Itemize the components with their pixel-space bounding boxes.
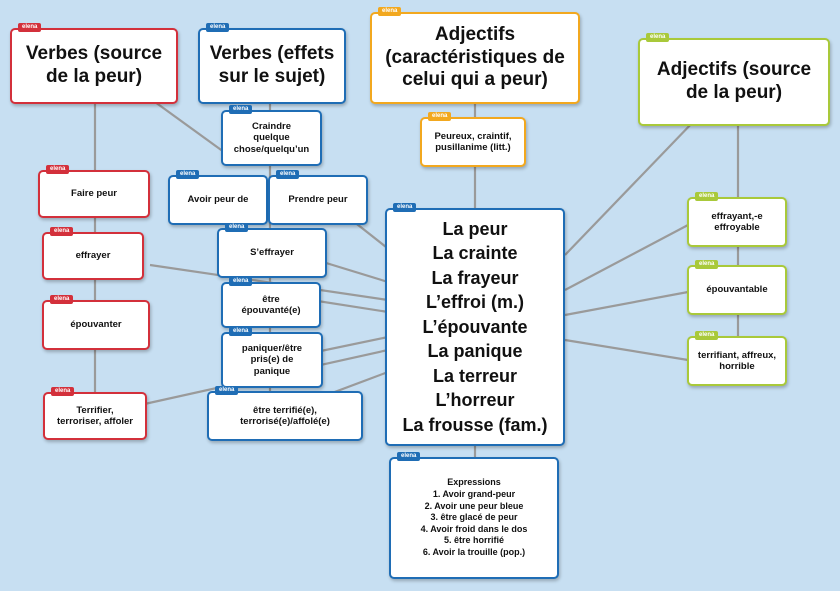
elena-tag: elena: [695, 331, 718, 340]
node-effrayer-label: effrayer: [75, 250, 111, 262]
elena-tag: elena: [378, 7, 401, 16]
elena-tag: elena: [397, 452, 420, 461]
node-avoir-peur-de-label: Avoir peur de: [187, 194, 249, 206]
header-verbes-effets: [198, 24, 346, 104]
node-paniquer: [221, 328, 323, 388]
node-terrifiant: [687, 332, 787, 386]
expressions-title: Expressions: [447, 477, 501, 488]
node-craindre-label: Craindre quelque chose/quelqu’un: [233, 120, 310, 155]
node-terrifier: [43, 388, 147, 440]
fear-words-list: [402, 217, 547, 438]
node-effrayant: [687, 193, 787, 247]
expression-item: 5. être horrifié: [443, 535, 504, 546]
elena-tag: elena: [646, 33, 669, 42]
node-epouvanter-label: épouvanter: [70, 319, 122, 331]
node-epouvantable-label: épouvantable: [706, 284, 768, 296]
node-prendre-peur: [268, 171, 368, 225]
center-fear-words: [385, 204, 565, 446]
node-epouvanter: [42, 296, 150, 350]
node-epouvantable: [687, 261, 787, 315]
node-avoir-peur-de: [168, 171, 268, 225]
elena-tag: elena: [50, 295, 73, 304]
expression-item: 1. Avoir grand-peur: [432, 489, 516, 500]
elena-tag: elena: [206, 23, 229, 32]
header-adjectifs-caracteristiques-label: Adjectifs (caractéristiques de celui qui a peur): [385, 23, 565, 91]
elena-tag: elena: [51, 387, 74, 396]
elena-tag: elena: [229, 105, 252, 114]
node-etre-epouvante-label: être épouvanté(e): [241, 293, 301, 316]
node-etre-terrifie-label: être terrifié(e), terrorisé(e)/affolé(e): [240, 404, 330, 427]
expression-item: 4. Avoir froid dans le dos: [420, 523, 528, 534]
elena-tag: elena: [215, 386, 238, 395]
node-peureux-label: Peureux, craintif, pusillanime (litt.): [434, 130, 512, 153]
node-faire-peur-label: Faire peur: [71, 188, 117, 200]
node-paniquer-label: paniquer/être pris(e) de panique: [241, 342, 303, 377]
elena-tag: elena: [393, 203, 416, 212]
node-peureux: [420, 113, 526, 167]
node-terrifier-label: Terrifier, terroriser, affoler: [56, 404, 134, 427]
node-craindre: [221, 106, 322, 166]
node-etre-terrifie: [207, 387, 363, 441]
expression-item: 6. Avoir la trouille (pop.): [422, 546, 526, 557]
expression-item: 3. être glacé de peur: [430, 512, 518, 523]
fear-word: La peur: [442, 218, 508, 239]
elena-tag: elena: [46, 165, 69, 174]
node-s-effrayer-label: S’effrayer: [250, 247, 294, 259]
expressions-list: [421, 477, 528, 558]
node-effrayer: [42, 228, 144, 280]
fear-word: La terreur: [432, 365, 518, 386]
node-effrayant-label: effrayant,-e effroyable: [711, 210, 763, 233]
expressions-box: [389, 453, 559, 579]
elena-tag: elena: [50, 227, 73, 236]
node-etre-epouvante: [221, 278, 321, 328]
node-terrifiant-label: terrifiant, affreux, horrible: [697, 349, 777, 372]
header-adjectifs-source: [638, 34, 830, 126]
fear-word: La panique: [427, 341, 523, 362]
elena-tag: elena: [229, 277, 252, 286]
fear-word: L’épouvante: [422, 316, 528, 337]
elena-tag: elena: [18, 23, 41, 32]
fear-word: L’horreur: [435, 390, 515, 411]
header-verbes-source: [10, 24, 178, 104]
header-adjectifs-caracteristiques: [370, 8, 580, 104]
node-s-effrayer: [217, 224, 327, 278]
elena-tag: elena: [276, 170, 299, 179]
node-faire-peur: [38, 166, 150, 218]
fear-word: La crainte: [432, 243, 518, 264]
fear-word: La frayeur: [431, 267, 519, 288]
elena-tag: elena: [695, 260, 718, 269]
node-prendre-peur-label: Prendre peur: [288, 194, 348, 206]
fear-word: La frousse (fam.): [402, 414, 548, 435]
header-adjectifs-source-label: Adjectifs (source de la peur): [656, 59, 812, 103]
elena-tag: elena: [176, 170, 199, 179]
elena-tag: elena: [225, 223, 248, 232]
elena-tag: elena: [695, 192, 718, 201]
fear-word: L’effroi (m.): [426, 292, 524, 313]
header-verbes-source-label: Verbes (source de la peur): [25, 43, 163, 87]
header-verbes-effets-label: Verbes (effets sur le sujet): [209, 43, 335, 87]
elena-tag: elena: [428, 112, 451, 121]
elena-tag: elena: [229, 327, 252, 336]
expression-item: 2. Avoir une peur bleue: [424, 500, 524, 511]
